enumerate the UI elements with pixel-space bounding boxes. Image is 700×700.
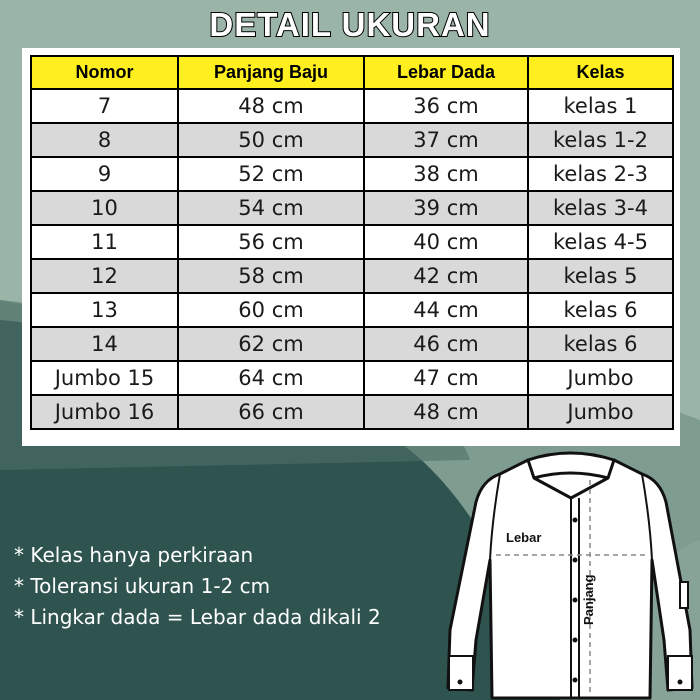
- table-row: [31, 327, 673, 361]
- cell-lebar: 39 cm: [364, 191, 528, 225]
- note-item: * Toleransi ukuran 1-2 cm: [14, 574, 271, 598]
- cell-panjang: 52 cm: [178, 157, 364, 191]
- cell-nomor: 14: [31, 327, 178, 361]
- cell-lebar: 42 cm: [364, 259, 528, 293]
- cell-lebar: 47 cm: [364, 361, 528, 395]
- table-row: [31, 293, 673, 327]
- cell-nomor: 7: [31, 89, 178, 123]
- page-title: DETAIL UKURAN: [209, 6, 491, 43]
- length-label: Panjang: [581, 574, 596, 625]
- cell-nomor: 12: [31, 259, 178, 293]
- size-table: [30, 55, 674, 430]
- cell-lebar: 46 cm: [364, 327, 528, 361]
- table-header-row: [31, 56, 673, 89]
- shirt-diagram: [440, 440, 700, 700]
- table-row: [31, 225, 673, 259]
- table-row: [31, 123, 673, 157]
- cell-kelas: kelas 4-5: [528, 225, 673, 259]
- cell-panjang: 50 cm: [178, 123, 364, 157]
- table-row: [31, 259, 673, 293]
- table-row: [31, 191, 673, 225]
- cell-kelas: kelas 1-2: [528, 123, 673, 157]
- cell-kelas: kelas 3-4: [528, 191, 673, 225]
- header-kelas: Kelas: [528, 56, 673, 89]
- cell-kelas: kelas 5: [528, 259, 673, 293]
- cell-panjang: 62 cm: [178, 327, 364, 361]
- cell-panjang: 60 cm: [178, 293, 364, 327]
- cell-lebar: 36 cm: [364, 89, 528, 123]
- cell-nomor: Jumbo 15: [31, 361, 178, 395]
- table-row: [31, 395, 673, 429]
- collar-icon: [528, 453, 614, 478]
- cell-nomor: 9: [31, 157, 178, 191]
- cell-lebar: 38 cm: [364, 157, 528, 191]
- cell-panjang: 64 cm: [178, 361, 364, 395]
- table-row: [31, 157, 673, 191]
- cell-nomor: 8: [31, 123, 178, 157]
- cell-panjang: 54 cm: [178, 191, 364, 225]
- cell-lebar: 40 cm: [364, 225, 528, 259]
- cell-nomor: 13: [31, 293, 178, 327]
- size-table-panel: [22, 48, 680, 446]
- note-item: * Kelas hanya perkiraan: [14, 543, 254, 567]
- cell-kelas: kelas 2-3: [528, 157, 673, 191]
- cell-kelas: Jumbo: [528, 395, 673, 429]
- table-row: [31, 361, 673, 395]
- cell-kelas: kelas 1: [528, 89, 673, 123]
- cell-panjang: 56 cm: [178, 225, 364, 259]
- cell-lebar: 37 cm: [364, 123, 528, 157]
- cell-panjang: 66 cm: [178, 395, 364, 429]
- notes: [14, 540, 381, 633]
- cell-nomor: 10: [31, 191, 178, 225]
- header-lebar-dada: Lebar Dada: [364, 56, 528, 89]
- table-row: [31, 89, 673, 123]
- cell-kelas: kelas 6: [528, 327, 673, 361]
- header-nomor: Nomor: [31, 56, 178, 89]
- header-panjang-baju: Panjang Baju: [178, 56, 364, 89]
- cell-kelas: Jumbo: [528, 361, 673, 395]
- cell-nomor: 11: [31, 225, 178, 259]
- cell-lebar: 48 cm: [364, 395, 528, 429]
- width-label: Lebar: [506, 530, 542, 545]
- cell-panjang: 48 cm: [178, 89, 364, 123]
- note-item: * Lingkar dada = Lebar dada dikali 2: [14, 605, 381, 629]
- cell-nomor: Jumbo 16: [31, 395, 178, 429]
- cell-kelas: kelas 6: [528, 293, 673, 327]
- cell-lebar: 44 cm: [364, 293, 528, 327]
- cell-panjang: 58 cm: [178, 259, 364, 293]
